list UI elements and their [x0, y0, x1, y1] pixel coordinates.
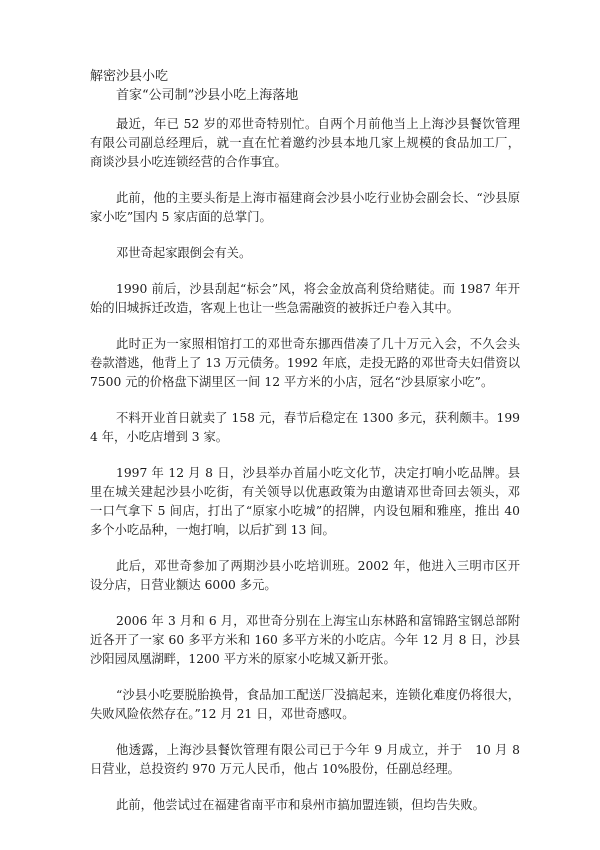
- paragraph: 他透露，上海沙县餐饮管理有限公司已于今年 9 月成立，并于 10 月 8 日营业，总投资约 970 万元人民币，他占 10%股份，任副总经理。: [90, 743, 520, 776]
- paragraph: 不料开业首日就卖了 158 元，春节后稳定在 1300 多元，获利颇丰。1994 年，小吃店增到 3 家。: [90, 411, 520, 444]
- document-title: 解密沙县小吃: [90, 69, 169, 84]
- document-page: [90, 67, 520, 832]
- paragraph: 此前，他尝试过在福建省南平市和泉州市搞加盟连锁，但均告失败。: [116, 798, 485, 812]
- paragraph: 此时正为一家照相馆打工的邓世奇东挪西借凑了几十万元入会，不久会头卷款潜逃，他背上了 13 万元债务。1992 年底，走投无路的邓世奇夫妇借资以 7500 元的价格盘下湖里区一间 12 平方米的小店，冠名“沙县原家小吃”。: [90, 337, 520, 389]
- paragraph: 最近，年已 52 岁的邓世奇特别忙。自两个月前他当上上海沙县餐饮管理有限公司副总经理后，就一直在忙着邀约沙县本地几家上规模的食品加工厂，商谈沙县小吃连锁经营的合作事宜。: [90, 117, 520, 169]
- document-subtitle: 首家“公司制”沙县小吃上海落地: [116, 88, 299, 103]
- paragraph: 邓世奇起家跟倒会有关。: [116, 246, 252, 260]
- paragraph: 此前，他的主要头衔是上海市福建商会沙县小吃行业协会副会长、“沙县原家小吃”国内 5 家店面的总掌门。: [90, 191, 520, 224]
- paragraph: 1997 年 12 月 8 日，沙县举办首届小吃文化节，决定打响小吃品牌。县里在城关建起沙县小吃街，有关领导以优惠政策为由邀请邓世奇回去领头，邓一口气拿下 5 间店，打出了“原家小吃城”的招牌，内设包厢和雅座，推出 40 多个小吃品种，一炮打响，以后扩到 13 间。: [90, 466, 520, 537]
- paragraph: 2006 年 3 月和 6 月，邓世奇分别在上海宝山东林路和富锦路宝钢总部附近各开了一家 60 多平方米和 160 多平方米的小吃店。今年 12 月 8 日，沙县沙阳园凤凰湖畔，1200 平方米的原家小吃城又新开张。: [90, 614, 520, 666]
- paragraph: “沙县小吃要脱胎换骨，食品加工配送厂没搞起来，连锁化难度仍将很大，失败风险依然存在。”12 月 21 日，邓世奇感叹。: [90, 688, 520, 721]
- paragraph: 此后，邓世奇参加了两期沙县小吃培训班。2002 年，他进入三明市区开设分店，日营业额达 6000 多元。: [90, 559, 520, 592]
- paragraph: 1990 前后，沙县刮起“标会”风，将会金放高利贷给赌徒。而 1987 年开始的旧城拆迁改造，客观上也让一些急需融资的被拆迁户卷入其中。: [90, 282, 520, 315]
